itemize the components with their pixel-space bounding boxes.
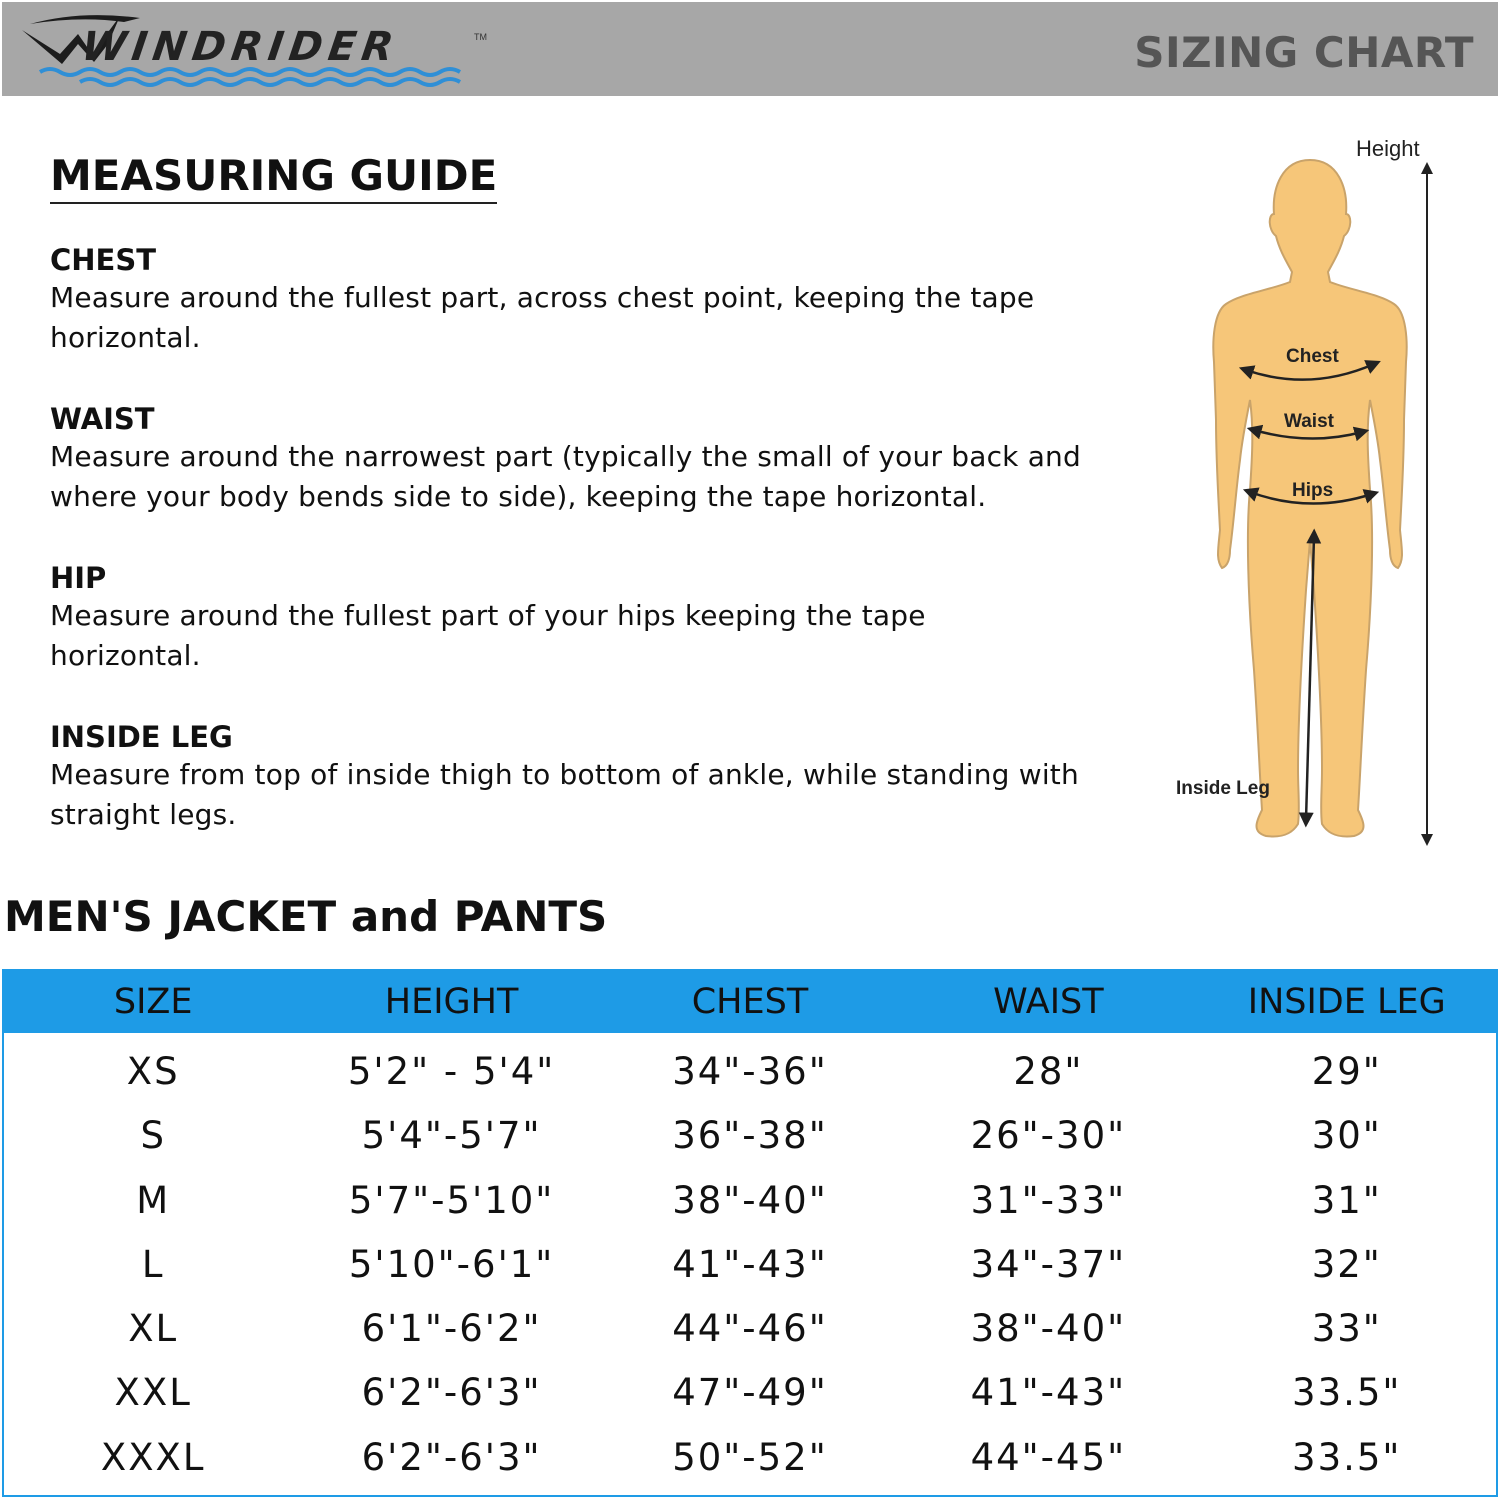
cell-inside-leg: 33.5"	[1292, 1435, 1402, 1479]
column-header-chest: CHEST	[691, 982, 809, 1022]
column-header-height: HEIGHT	[384, 982, 519, 1022]
body-measurement-figure	[1170, 130, 1470, 850]
table-row	[4, 1169, 1496, 1233]
measure-description: Measure from top of inside thigh to bottom of ankle, while standing with straight legs.	[50, 758, 1079, 831]
measure-item-waist	[50, 401, 1140, 517]
table-row	[4, 1426, 1496, 1490]
table-row	[4, 1233, 1496, 1297]
cell-height: 5'2" - 5'4"	[347, 1050, 556, 1093]
measure-heading: WAIST	[50, 402, 155, 436]
column-header-inside-leg: INSIDE LEG	[1247, 982, 1446, 1022]
page-title: SIZING CHART	[1134, 28, 1474, 77]
cell-chest: 44"-46"	[672, 1307, 828, 1351]
cell-height: 5'10"-6'1"	[348, 1242, 555, 1286]
table-row	[4, 1361, 1496, 1425]
cell-size: M	[136, 1178, 171, 1222]
cell-waist: 41"-43"	[970, 1371, 1127, 1415]
measure-heading: INSIDE LEG	[50, 720, 233, 754]
measuring-guide-title: MEASURING GUIDE	[50, 152, 497, 204]
cell-size: XS	[126, 1050, 180, 1093]
measure-item-hip	[50, 560, 1140, 676]
cell-waist: 38"-40"	[970, 1307, 1127, 1351]
column-header-waist: WAIST	[993, 982, 1104, 1022]
cell-inside-leg: 33"	[1311, 1307, 1382, 1351]
measure-item-chest	[50, 242, 1140, 358]
cell-size: XXL	[114, 1371, 192, 1415]
cell-chest: 34"-36"	[672, 1050, 828, 1093]
cell-inside-leg: 29"	[1311, 1050, 1382, 1093]
header-bar	[2, 2, 1498, 96]
measure-description: Measure around the narrowest part (typically the small of your back and where your body bends side to side), keeping the tape horizontal.	[50, 440, 1081, 513]
brand-wordmark: WINDRIDER	[78, 24, 402, 70]
table-row	[4, 1040, 1496, 1104]
cell-size: S	[140, 1114, 166, 1158]
cell-height: 5'7"-5'10"	[348, 1178, 555, 1222]
cell-inside-leg: 30"	[1311, 1114, 1382, 1158]
cell-waist: 44"-45"	[970, 1435, 1127, 1479]
hips-label: Hips	[1292, 480, 1334, 501]
cell-chest: 38"-40"	[672, 1178, 828, 1222]
cell-size: L	[141, 1242, 165, 1286]
table-row	[4, 1297, 1496, 1361]
cell-height: 5'4"-5'7"	[361, 1114, 542, 1158]
measure-item-inside-leg	[50, 719, 1140, 835]
table-body	[4, 1040, 1496, 1490]
height-label: Height	[1356, 136, 1420, 161]
windrider-logo	[20, 10, 490, 90]
cell-inside-leg: 32"	[1311, 1242, 1382, 1286]
table-header-row	[4, 969, 1496, 1033]
waist-label: Waist	[1284, 411, 1334, 432]
cell-height: 6'1"-6'2"	[361, 1307, 542, 1351]
column-header-size: SIZE	[113, 982, 193, 1022]
cell-waist: 34"-37"	[970, 1242, 1127, 1286]
cell-chest: 47"-49"	[672, 1371, 828, 1415]
cell-size: XL	[128, 1307, 179, 1351]
cell-inside-leg: 31"	[1311, 1178, 1382, 1222]
size-table	[2, 969, 1498, 1497]
measure-heading: HIP	[50, 561, 107, 595]
cell-waist: 26"-30"	[970, 1114, 1127, 1158]
table-row	[4, 1104, 1496, 1168]
cell-height: 6'2"-6'3"	[361, 1371, 542, 1415]
cell-waist: 31"-33"	[970, 1178, 1127, 1222]
trademark-symbol: TM	[474, 32, 487, 42]
measure-description: Measure around the fullest part, across chest point, keeping the tape horizontal.	[50, 281, 1035, 354]
cell-chest: 50"-52"	[672, 1435, 828, 1479]
chest-label: Chest	[1286, 346, 1339, 367]
cell-size: XXXL	[100, 1435, 206, 1479]
measure-heading: CHEST	[50, 243, 157, 277]
cell-waist: 28"	[1013, 1050, 1084, 1093]
inside-leg-label: Inside Leg	[1176, 778, 1270, 799]
cell-chest: 36"-38"	[672, 1114, 828, 1158]
size-table-title: MEN'S JACKET and PANTS	[4, 892, 608, 941]
cell-height: 6'2"-6'3"	[361, 1435, 542, 1479]
cell-chest: 41"-43"	[672, 1242, 828, 1286]
measure-description: Measure around the fullest part of your hips keeping the tape horizontal.	[50, 599, 926, 672]
cell-inside-leg: 33.5"	[1292, 1371, 1402, 1415]
